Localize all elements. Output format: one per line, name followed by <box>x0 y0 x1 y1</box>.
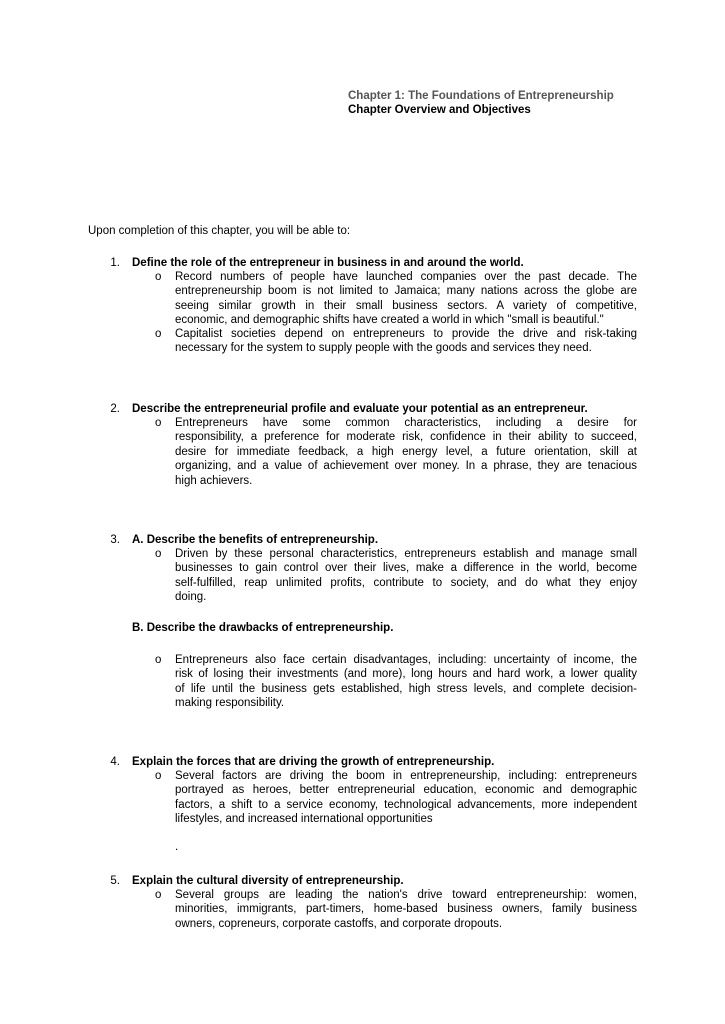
paragraph-line: necessary for the system to supply people with the goods and services they need. <box>175 342 592 355</box>
item-subheading: B. Describe the drawbacks of entrepreneurship. <box>132 622 394 634</box>
trailing-period: . <box>175 841 179 853</box>
chapter-subtitle: Chapter Overview and Objectives <box>348 104 531 117</box>
bullet-paragraph <box>175 547 637 605</box>
paragraph-line: owners, copreneurs, corporate castoffs, and corporate dropouts. <box>175 917 503 930</box>
paragraph-line: Capitalist societies depend on entrepreneurs to provide the drive and risk-taking <box>175 328 637 340</box>
paragraph-line: economic, and demographic shifts have created a world in which "small is beautiful." <box>175 314 604 327</box>
bullet-marker: o <box>155 889 162 901</box>
paragraph-line: seeing similar growth in their small business sectors. A variety of competitive, <box>175 299 637 312</box>
item-number: 2. <box>110 403 120 415</box>
bullet-paragraph <box>175 270 637 328</box>
paragraph-line: Entrepreneurs also face certain disadvantages, including: uncertainty of income, the <box>175 654 637 666</box>
bullet-paragraph <box>175 327 637 356</box>
paragraph-line: making responsibility. <box>175 697 285 710</box>
bullet-marker: o <box>155 271 162 283</box>
paragraph-line: minorities, immigrants, part-timers, home-based business owners, family business <box>175 903 637 916</box>
item-heading: Define the role of the entrepreneur in business in and around the world. <box>132 257 524 269</box>
paragraph-line: businesses to gain control over their lives, make a difference in the world, become <box>175 562 637 575</box>
item-number: 1. <box>110 257 120 269</box>
item-heading: Explain the cultural diversity of entrepreneurship. <box>132 875 404 887</box>
paragraph-line: Record numbers of people have launched companies over the past decade. The <box>175 271 637 283</box>
item-number: 3. <box>110 534 120 546</box>
bullet-paragraph <box>175 416 637 488</box>
paragraph-line: self-fulfilled, reap unlimited profits, contribute to society, and do what they enjoy <box>175 576 637 589</box>
paragraph-line: doing. <box>175 591 207 604</box>
bullet-marker: o <box>155 548 162 560</box>
bullet-marker: o <box>155 654 162 666</box>
document-header <box>348 89 678 118</box>
bullet-marker: o <box>155 417 162 429</box>
paragraph-line: factors, a shift to a service economy, technological advancements, more independent <box>175 798 637 811</box>
paragraph-line: responsibility, a preference for moderate risk, confidence in their ability to succeed, <box>175 431 637 444</box>
bullet-paragraph <box>175 888 637 931</box>
bullet-paragraph <box>175 769 637 827</box>
paragraph-line: entrepreneurship boom is not limited to Jamaica; many nations across the globe are <box>175 285 637 298</box>
item-number: 5. <box>110 875 120 887</box>
bullet-paragraph <box>175 653 637 711</box>
paragraph-line: Entrepreneurs have some common characteristics, including a desire for <box>175 417 637 429</box>
item-heading: Explain the forces that are driving the growth of entrepreneurship. <box>132 756 495 768</box>
paragraph-line: organizing, and a value of achievement over money. In a phrase, they are tenacious <box>175 460 637 473</box>
paragraph-line: portrayed as heroes, better entrepreneurial education, economic and demographic <box>175 784 637 797</box>
chapter-title: Chapter 1: The Foundations of Entrepreneurship <box>348 90 614 102</box>
paragraph-line: high achievers. <box>175 474 253 487</box>
bullet-marker: o <box>155 770 162 782</box>
item-number: 4. <box>110 756 120 768</box>
paragraph-line: of life until the business gets established, high stress levels, and complete decision- <box>175 682 637 695</box>
item-heading: Describe the entrepreneurial profile and evaluate your potential as an entrepreneur. <box>132 403 588 415</box>
paragraph-line: Several factors are driving the boom in entrepreneurship, including: entrepreneurs <box>175 770 637 782</box>
item-heading: A. Describe the benefits of entrepreneurship. <box>132 534 379 546</box>
paragraph-line: Several groups are leading the nation's drive toward entrepreneurship: women, <box>175 889 637 901</box>
paragraph-line: risk of losing their investments (and more), long hours and hard work, a lower quality <box>175 668 637 681</box>
intro-text: Upon completion of this chapter, you will be able to: <box>88 225 351 237</box>
paragraph-line: desire for immediate feedback, a high energy level, a future orientation, skill at <box>175 445 637 458</box>
bullet-marker: o <box>155 328 162 340</box>
paragraph-line: Driven by these personal characteristics, entrepreneurs establish and manage small <box>175 548 637 560</box>
paragraph-line: lifestyles, and increased international opportunities <box>175 813 433 826</box>
